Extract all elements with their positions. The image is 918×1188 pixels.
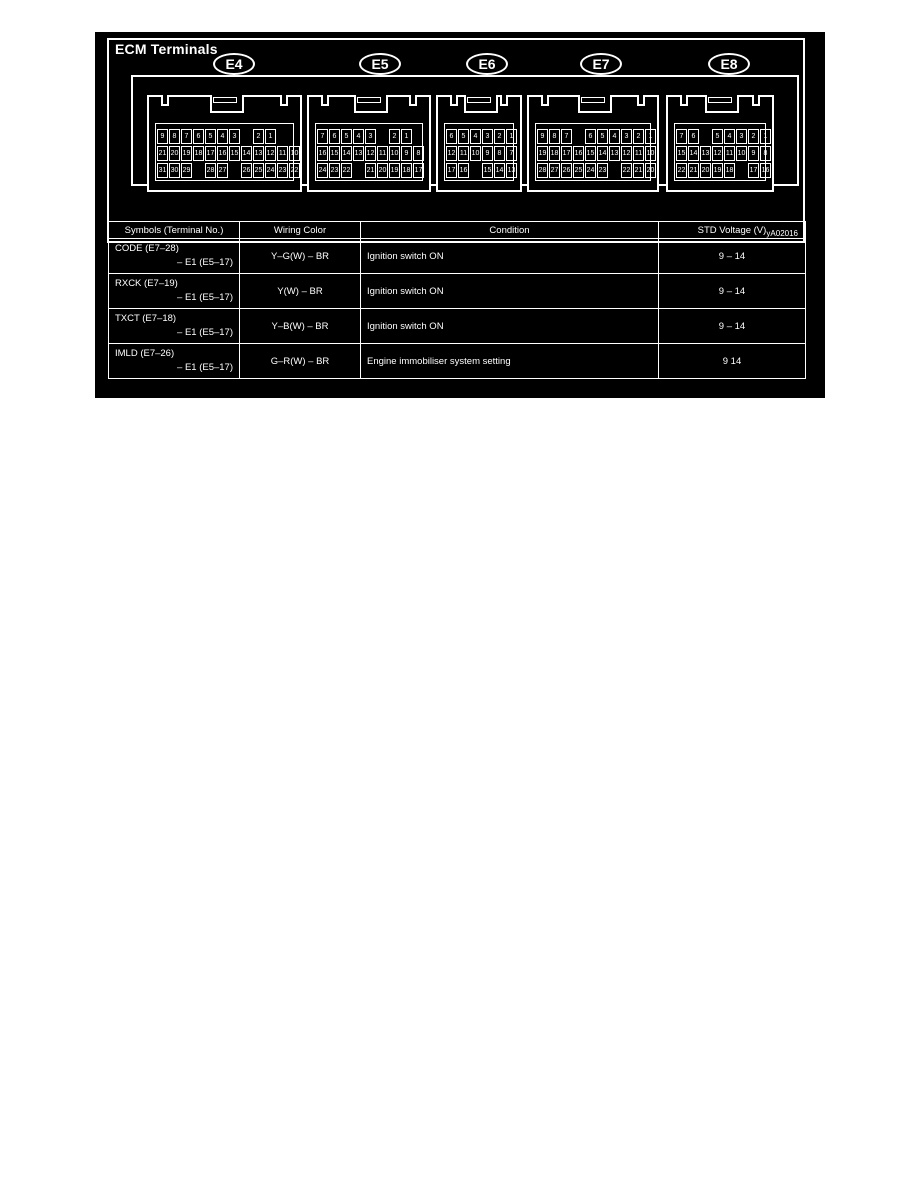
pin-row — [317, 146, 425, 161]
connector-label-e5: E5 — [359, 53, 401, 75]
terminal-pin: 19 — [181, 146, 192, 161]
terminal-pin: 4 — [609, 129, 620, 144]
terminal-pin: 11 — [724, 146, 735, 161]
connector-key — [357, 97, 381, 103]
terminal-pin: 4 — [470, 129, 481, 144]
pin-row — [446, 129, 518, 144]
terminal-pin: 9 — [748, 146, 759, 161]
terminal-pin: 7 — [561, 129, 572, 144]
terminal-pin: 12 — [265, 146, 276, 161]
terminal-pin: 19 — [389, 163, 400, 178]
ground-terminal: – E1 (E5–17) — [177, 292, 233, 303]
terminal-pin: 1 — [506, 129, 517, 144]
terminal-pin: 2 — [748, 129, 759, 144]
terminal-pin: 22 — [621, 163, 632, 178]
connector-guide-tab — [752, 95, 760, 106]
pin-grid — [674, 123, 770, 181]
terminal-pin: 31 — [157, 163, 168, 178]
terminal-pin: 5 — [205, 129, 216, 144]
terminal-pin: 1 — [645, 129, 656, 144]
terminal-pin: 19 — [712, 163, 723, 178]
terminal-pin: 23 — [277, 163, 288, 178]
terminal-pin: 15 — [329, 146, 340, 161]
terminal-pin: 16 — [458, 163, 469, 178]
terminal-pin: 7 — [676, 129, 687, 144]
terminal-pin: 4 — [353, 129, 364, 144]
terminal-pin: 5 — [597, 129, 608, 144]
pin-row — [157, 163, 301, 178]
connector-e7 — [527, 95, 659, 192]
terminal-pin: 16 — [217, 146, 228, 161]
terminal-pin: 13 — [253, 146, 264, 161]
pin-gap — [241, 129, 252, 144]
terminal-pin: 14 — [241, 146, 252, 161]
terminal-pin: 20 — [700, 163, 711, 178]
connector-label-e7: E7 — [580, 53, 622, 75]
connector-key — [581, 97, 605, 103]
terminal-pin: 5 — [458, 129, 469, 144]
connector-guide-tab — [450, 95, 458, 106]
terminal-pin: 19 — [537, 146, 548, 161]
terminal-pin: 10 — [645, 146, 656, 161]
pin-gap — [229, 163, 240, 178]
terminal-pin: 5 — [712, 129, 723, 144]
terminal-table — [108, 221, 806, 379]
ground-terminal: – E1 (E5–17) — [177, 257, 233, 268]
terminal-pin: 21 — [157, 146, 168, 161]
terminal-pin: 1 — [401, 129, 412, 144]
connector-label-e4: E4 — [213, 53, 255, 75]
pin-row — [676, 129, 772, 144]
terminal-pin: 8 — [494, 146, 505, 161]
terminal-pin: 18 — [193, 146, 204, 161]
pin-row — [446, 146, 518, 161]
voltage-cell: 9 – 14 — [659, 239, 806, 274]
terminal-pin: 6 — [193, 129, 204, 144]
pin-row — [537, 146, 657, 161]
table-row — [109, 274, 806, 309]
terminal-pin: 22 — [289, 163, 300, 178]
terminal-pin: 18 — [401, 163, 412, 178]
table-header-row — [109, 222, 806, 239]
terminal-pin: 26 — [241, 163, 252, 178]
header-symbols: Symbols (Terminal No.) — [109, 222, 240, 239]
terminal-pin: 10 — [389, 146, 400, 161]
terminal-pin: 3 — [365, 129, 376, 144]
pin-row — [676, 146, 772, 161]
diagram-title: ECM Terminals — [115, 41, 218, 57]
terminal-pin: 6 — [329, 129, 340, 144]
terminal-pin: 15 — [676, 146, 687, 161]
terminal-pin: 3 — [482, 129, 493, 144]
terminal-pin: 26 — [561, 163, 572, 178]
pin-gap — [470, 163, 481, 178]
terminal-pin: 8 — [413, 146, 424, 161]
terminal-pin: 9 — [537, 129, 548, 144]
terminal-pin: 14 — [597, 146, 608, 161]
terminal-pin: 14 — [688, 146, 699, 161]
symbol-cell — [109, 239, 240, 274]
terminal-pin: 17 — [413, 163, 424, 178]
terminal-pin: 8 — [169, 129, 180, 144]
terminal-pin: 28 — [537, 163, 548, 178]
terminal-pin: 9 — [482, 146, 493, 161]
terminal-pin: 21 — [688, 163, 699, 178]
terminal-pin: 3 — [736, 129, 747, 144]
terminal-pin: 4 — [724, 129, 735, 144]
table-row — [109, 309, 806, 344]
terminal-pin: 21 — [633, 163, 644, 178]
symbol-cell — [109, 274, 240, 309]
terminal-pin: 16 — [573, 146, 584, 161]
connector-e8 — [666, 95, 774, 192]
terminal-pin: 24 — [265, 163, 276, 178]
terminal-pin: 16 — [317, 146, 328, 161]
pin-row — [537, 163, 657, 178]
terminal-pin: 17 — [561, 146, 572, 161]
terminal-pin: 11 — [377, 146, 388, 161]
pin-grid — [315, 123, 423, 181]
terminal-pin: 22 — [676, 163, 687, 178]
wiring-color-cell: Y(W) – BR — [240, 274, 361, 309]
pin-row — [157, 129, 277, 144]
pin-row — [317, 163, 425, 178]
pin-gap — [609, 163, 620, 178]
terminal-pin: 28 — [205, 163, 216, 178]
terminal-pin: 9 — [401, 146, 412, 161]
terminal-pin: 20 — [377, 163, 388, 178]
terminal-pin: 17 — [205, 146, 216, 161]
terminal-pin: 3 — [229, 129, 240, 144]
pin-gap — [353, 163, 364, 178]
terminal-pin: 7 — [181, 129, 192, 144]
terminal-pin: 27 — [549, 163, 560, 178]
connector-e5 — [307, 95, 431, 192]
terminal-pin: 21 — [365, 163, 376, 178]
condition-cell: Ignition switch ON — [361, 274, 659, 309]
table-row — [109, 239, 806, 274]
terminal-pin: 6 — [446, 129, 457, 144]
terminal-pin: 20 — [169, 146, 180, 161]
condition-cell: Engine immobiliser system setting — [361, 344, 659, 379]
terminal-pin: 8 — [549, 129, 560, 144]
table-row — [109, 344, 806, 379]
terminal-pin: 17 — [748, 163, 759, 178]
terminal-pin: 1 — [760, 129, 771, 144]
terminal-pin: 7 — [506, 146, 517, 161]
wiring-color-cell: Y–G(W) – BR — [240, 239, 361, 274]
connector-guide-tab — [541, 95, 549, 106]
terminal-pin: 27 — [217, 163, 228, 178]
terminal-pin: 12 — [365, 146, 376, 161]
terminal-pin: 30 — [169, 163, 180, 178]
symbol-cell — [109, 344, 240, 379]
terminal-pin: 20 — [645, 163, 656, 178]
connector-e6 — [436, 95, 522, 192]
terminal-pin: 25 — [573, 163, 584, 178]
voltage-cell: 9 – 14 — [659, 274, 806, 309]
connector-guide-tab — [409, 95, 417, 106]
terminal-pin: 10 — [470, 146, 481, 161]
pin-row — [537, 129, 657, 144]
terminal-symbol: IMLD (E7–26) — [115, 348, 175, 359]
header-std-voltage: STD Voltage (V) — [659, 222, 806, 239]
terminal-pin: 11 — [277, 146, 288, 161]
connector-label-e6: E6 — [466, 53, 508, 75]
connector-guide-tab — [161, 95, 169, 106]
terminal-pin: 1 — [265, 129, 276, 144]
figure-code: yA02016 — [766, 229, 798, 238]
connector-diagram-panel — [107, 38, 805, 243]
pin-gap — [700, 129, 711, 144]
terminal-pin: 5 — [341, 129, 352, 144]
terminal-pin: 24 — [585, 163, 596, 178]
connector-e4 — [147, 95, 302, 192]
wiring-color-cell: Y–B(W) – BR — [240, 309, 361, 344]
pin-gap — [736, 163, 747, 178]
connector-key — [213, 97, 237, 103]
voltage-cell: 9 14 — [659, 344, 806, 379]
pin-grid — [155, 123, 299, 181]
pin-row — [676, 163, 772, 178]
terminal-pin: 12 — [621, 146, 632, 161]
terminal-pin: 15 — [229, 146, 240, 161]
terminal-pin: 29 — [181, 163, 192, 178]
terminal-pin: 9 — [157, 129, 168, 144]
terminal-pin: 4 — [217, 129, 228, 144]
connector-key — [467, 97, 491, 103]
terminal-pin: 10 — [736, 146, 747, 161]
terminal-pin: 13 — [506, 163, 517, 178]
terminal-pin: 2 — [253, 129, 264, 144]
terminal-pin: 14 — [341, 146, 352, 161]
terminal-pin: 25 — [253, 163, 264, 178]
terminal-pin: 13 — [353, 146, 364, 161]
ground-terminal: – E1 (E5–17) — [177, 362, 233, 373]
terminal-symbol: CODE (E7–28) — [115, 243, 179, 254]
terminal-pin: 15 — [482, 163, 493, 178]
terminal-symbol: RXCK (E7–19) — [115, 278, 178, 289]
connector-guide-tab — [280, 95, 288, 106]
pin-gap — [193, 163, 204, 178]
terminal-pin: 2 — [494, 129, 505, 144]
pin-grid — [444, 123, 514, 181]
header-wiring-color: Wiring Color — [240, 222, 361, 239]
connector-guide-tab — [321, 95, 329, 106]
terminal-pin: 6 — [585, 129, 596, 144]
pin-gap — [573, 129, 584, 144]
pin-gap — [377, 129, 388, 144]
terminal-pin: 6 — [688, 129, 699, 144]
pin-row — [446, 163, 518, 178]
terminal-pin: 11 — [633, 146, 644, 161]
terminal-pin: 14 — [494, 163, 505, 178]
terminal-pin: 8 — [760, 146, 771, 161]
terminal-pin: 3 — [621, 129, 632, 144]
terminal-pin: 18 — [549, 146, 560, 161]
pin-grid — [535, 123, 655, 181]
header-condition: Condition — [361, 222, 659, 239]
voltage-cell: 9 – 14 — [659, 309, 806, 344]
terminal-pin: 15 — [585, 146, 596, 161]
terminal-pin: 23 — [597, 163, 608, 178]
terminal-symbol: TXCT (E7–18) — [115, 313, 177, 324]
condition-cell: Ignition switch ON — [361, 309, 659, 344]
terminal-pin: 22 — [341, 163, 352, 178]
wiring-color-cell: G–R(W) – BR — [240, 344, 361, 379]
pin-row — [317, 129, 413, 144]
terminal-pin: 7 — [317, 129, 328, 144]
terminal-pin: 10 — [289, 146, 300, 161]
pin-row — [157, 146, 301, 161]
terminal-pin: 13 — [609, 146, 620, 161]
terminal-pin: 18 — [724, 163, 735, 178]
terminal-pin: 23 — [329, 163, 340, 178]
ecm-terminals-figure — [95, 32, 825, 398]
terminal-pin: 16 — [760, 163, 771, 178]
terminal-pin: 11 — [458, 146, 469, 161]
terminal-pin: 24 — [317, 163, 328, 178]
condition-cell: Ignition switch ON — [361, 239, 659, 274]
terminal-pin: 2 — [633, 129, 644, 144]
connector-label-e8: E8 — [708, 53, 750, 75]
connector-guide-tab — [500, 95, 508, 106]
terminal-pin: 12 — [712, 146, 723, 161]
connector-key — [708, 97, 732, 103]
terminal-pin: 2 — [389, 129, 400, 144]
connector-guide-tab — [637, 95, 645, 106]
terminal-pin: 12 — [446, 146, 457, 161]
symbol-cell — [109, 309, 240, 344]
terminal-pin: 13 — [700, 146, 711, 161]
connector-guide-tab — [680, 95, 688, 106]
ground-terminal: – E1 (E5–17) — [177, 327, 233, 338]
terminal-pin: 17 — [446, 163, 457, 178]
